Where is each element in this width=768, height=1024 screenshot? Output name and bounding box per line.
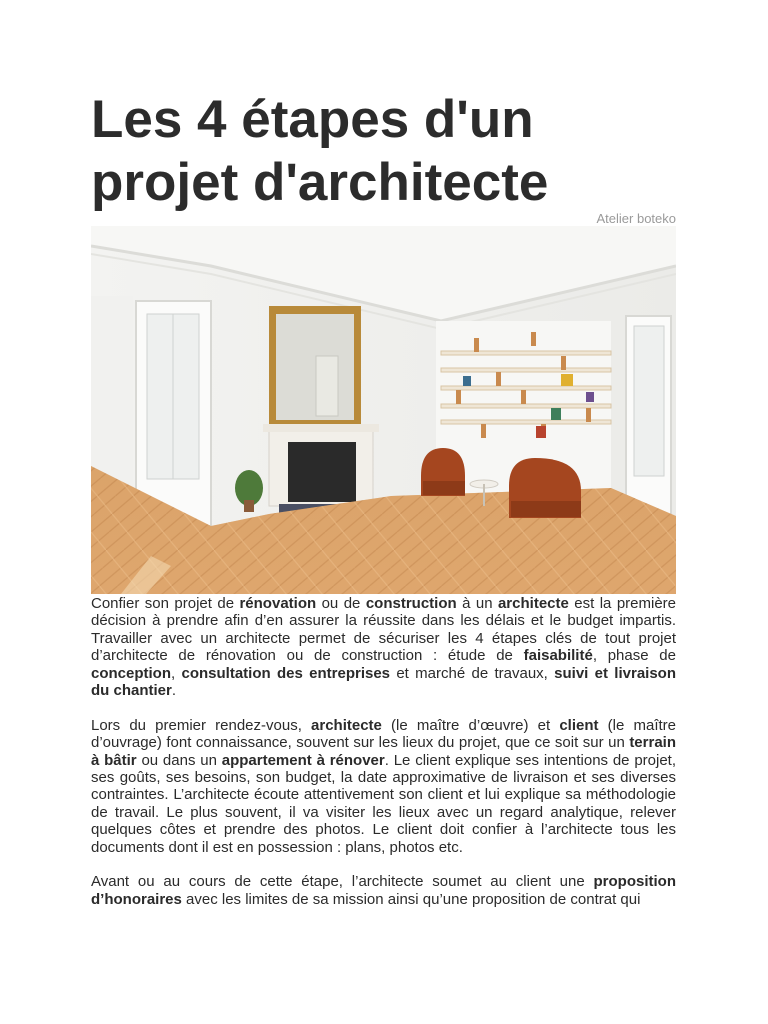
text-run: , (171, 664, 182, 682)
bold-term: faisabilité (523, 647, 593, 665)
bold-term: terrain à bâtir (91, 734, 676, 769)
bold-term: consultation des entreprises (181, 664, 391, 682)
bold-term: architecte (311, 716, 382, 734)
text-run: ou dans un (136, 751, 222, 769)
living-room-illustration (91, 226, 676, 594)
text-run: . Le client explique ses intentions de projet, ses goûts, ses besoins, son budget, la date approximative de livraison et ses diverses contraintes. L’architecte écoute attentivement son client et lui explique sa méthodologie de travail. Le plus souvent, il va visiter les lieux avec un regard analytique, relever quelques côtes et prendre des photos. Le client doit confier à l’architecte tous les documents dont il est en possession : plans, photos etc. (91, 751, 677, 856)
bold-term: construction (365, 595, 457, 612)
text-run: Avant ou au cours de cette étape, l’architecte soumet au client une (91, 873, 594, 891)
text-run: (le maître d’œuvre) et (381, 716, 560, 734)
bold-term: appartement à rénover (221, 751, 385, 769)
text-run: et marché de travaux, (390, 664, 555, 682)
bold-term: architecte (497, 595, 569, 612)
article-photo (91, 226, 676, 594)
bold-term: client (559, 716, 599, 734)
page-title: Les 4 étapes d'un projet d'architecte (91, 90, 549, 212)
paragraph-first-meeting (91, 717, 676, 856)
text-run: . (171, 682, 177, 700)
text-run: avec les limites de sa mission ainsi qu’une proposition de contrat qui (181, 890, 641, 908)
text-run: Confier son projet de (91, 595, 240, 612)
text-run: Lors du premier rendez-vous, (91, 716, 312, 734)
text-run: ou de (316, 595, 366, 612)
text-run: (le maître d’ouvrage) font connaissance, souvent sur les lieux du projet, que ce soit sur un (91, 716, 676, 752)
text-run: , phase de (592, 647, 676, 665)
article-body (91, 595, 676, 926)
paragraph-fee-proposal (91, 873, 676, 908)
paragraph-intro (91, 595, 676, 699)
text-run: à un (456, 595, 498, 612)
text-run: est la première décision à prendre afin d’en assurer la réussite dans les délais et le budget impartis. Travailler avec un architecte permet de sécuriser les 4 étapes clés de tout projet d’architecte de rénovation ou de construction : étude de (91, 595, 677, 665)
bold-term: rénovation (239, 595, 317, 612)
bold-term: conception (91, 664, 172, 682)
bold-term: suivi et livraison du chantier (91, 664, 676, 700)
bold-term: proposition d’honoraires (91, 873, 676, 908)
image-credit: Atelier boteko (596, 211, 676, 226)
